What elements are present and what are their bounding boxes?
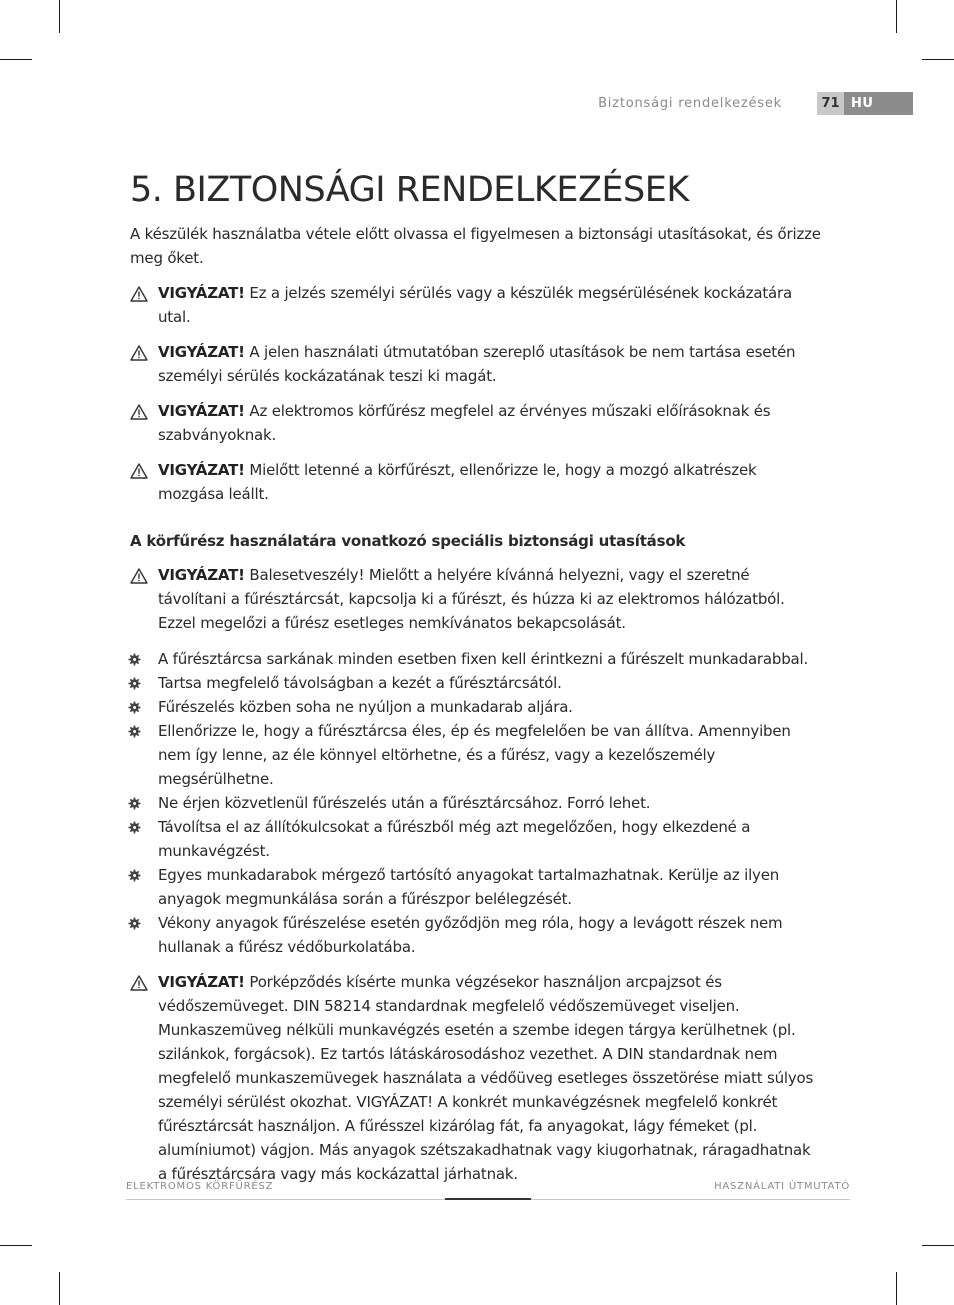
warning-item [130, 970, 822, 1186]
crop-mark [896, 1272, 897, 1305]
gear-bullet-icon [128, 725, 141, 738]
list-item [130, 791, 822, 815]
warning-triangle-icon [130, 404, 148, 420]
gear-bullet-icon [128, 869, 141, 882]
page-number: 71 [817, 92, 844, 115]
crop-mark [59, 0, 60, 33]
warning-list [130, 281, 822, 506]
warning-triangle-icon [130, 345, 148, 361]
bullet-text: Fűrészelés közben soha ne nyúljon a munkadarab aljára. [158, 698, 573, 716]
bullet-text: Egyes munkadarabok mérgező tartósító anyagokat tartalmazhatnak. Kerülje az ilyen anyagok megmunkálása során a fűrészpor belélegzését. [158, 866, 780, 908]
crop-mark [922, 1245, 954, 1246]
warning-label: VIGYÁZAT! [158, 973, 245, 991]
intro-paragraph: A készülék használatba vétele előtt olvassa el figyelmesen a biztonsági utasításokat, és őrizze meg őket. [130, 225, 821, 267]
bullet-text: Vékony anyagok fűrészelése esetén győződjön meg róla, hogy a levágott részek nem hullanak a fűrész védőburkolatába. [158, 914, 783, 956]
bullet-text: Ellenőrizze le, hogy a fűrésztárcsa éles, ép és megfelelően be van állítva. Amennyiben nem így lenne, az éle könnyel eltörhetne, és a fűrész, vagy a kezelőszemély megsérülhetne. [158, 722, 791, 788]
footer-divider-accent [445, 1198, 531, 1200]
list-item [130, 863, 822, 911]
warning-triangle-icon [130, 568, 148, 584]
warning-item [130, 281, 822, 329]
warning-text: Porképződés kísérte munka végzésekor használjon arcpajzsot és védőszemüveget. DIN 58214 standardnak megfelelő védőszemüveget viseljen. Munkaszemüveg nélküli munkavégzés esetén a szembe idegen tárgya kerülhetnek (pl. szilánkok, forgácsok). Ez tartós látáskárosodáshoz vezethet. A DIN standardnak nem megfelelő munkaszemüvegek használata a védőüveg esetleges összetörése miatt súlyos személyi sérülést okozhat. VIGYÁZAT! A konkrét munkavégzésnek megfelelő konkrét fűrésztárcsát használjon. A fűrésszel kizárólag fát, fa anyagokat, lágy fémeket (pl. alumíniumot) vágjon. Más anyagok szétszakadhatnak vagy kiugorhatnak, ráragadhatnak a fűrésztárcsára vagy más kockázattal járhatnak. [158, 973, 814, 1183]
crop-mark [922, 59, 954, 60]
warning-label: VIGYÁZAT! [158, 402, 245, 420]
gear-bullet-icon [128, 797, 141, 810]
warning-item [130, 458, 822, 506]
warning-text: Balesetveszély! Mielőtt a helyére kívánná helyezni, vagy el szeretné távolítani a fűrésztárcsát, kapcsolja ki a fűrészt, és húzza ki az elektromos hálózatból. Ezzel megelőzi a fűrész esetleges nemkívánatos bekapcsolását. [158, 566, 785, 632]
warning-label: VIGYÁZAT! [158, 461, 245, 479]
crop-mark [0, 1245, 32, 1246]
bullet-text: Tartsa megfelelő távolságban a kezét a fűrésztárcsától. [158, 674, 562, 692]
safety-bullet-list [130, 647, 822, 959]
main-content [130, 166, 822, 1197]
warning-label: VIGYÁZAT! [158, 284, 245, 302]
section-subheading: A körfűrész használatára vonatkozó speciális biztonsági utasítások [130, 532, 686, 550]
page-badge [817, 92, 913, 115]
footer-product-name: ELEKTROMOS KÖRFŰRÉSZ [126, 1181, 274, 1192]
bullet-text: Távolítsa el az állítókulcsokat a fűrészből még azt megelőzően, hogy elkezdené a munkavégzést. [158, 818, 751, 860]
bullet-text: Ne érjen közvetlenül fűrészelés után a fűrésztárcsához. Forró lehet. [158, 794, 651, 812]
warning-triangle-icon [130, 286, 148, 302]
warning-text: A jelen használati útmutatóban szereplő utasítások be nem tartása esetén személyi sérülés kockázatának teszi ki magát. [158, 343, 796, 385]
warning-triangle-icon [130, 975, 148, 991]
list-item [130, 911, 822, 959]
warning-label: VIGYÁZAT! [158, 343, 245, 361]
page-title: 5. BIZTONSÁGI RENDELKEZÉSEK [130, 170, 689, 210]
crop-mark [896, 0, 897, 33]
bullet-text: A fűrésztárcsa sarkának minden esetben fixen kell érintkezni a fűrészelt munkadarabbal. [158, 650, 809, 668]
list-item [130, 719, 822, 791]
running-header: Biztonsági rendelkezések [598, 96, 782, 111]
gear-bullet-icon [128, 821, 141, 834]
warning-text: Ez a jelzés személyi sérülés vagy a készülék megsérülésének kockázatára utal. [158, 284, 792, 326]
warning-label: VIGYÁZAT! [158, 566, 245, 584]
gear-bullet-icon [128, 677, 141, 690]
warning-text: Az elektromos körfűrész megfelel az érvényes műszaki előírásoknak és szabványoknak. [158, 402, 771, 444]
gear-bullet-icon [128, 701, 141, 714]
list-item [130, 815, 822, 863]
gear-bullet-icon [128, 917, 141, 930]
warning-item [130, 399, 822, 447]
crop-mark [59, 1272, 60, 1305]
crop-mark [0, 59, 32, 60]
language-code: HU [844, 92, 913, 115]
list-item [130, 647, 822, 671]
gear-bullet-icon [128, 653, 141, 666]
warning-item [130, 340, 822, 388]
warning-text: Mielőtt letenné a körfűrészt, ellenőrizze le, hogy a mozgó alkatrészek mozgása leállt. [158, 461, 757, 503]
list-item [130, 671, 822, 695]
warning-triangle-icon [130, 463, 148, 479]
footer-document-type: HASZNÁLATI ÚTMUTATÓ [714, 1181, 850, 1192]
warning-item [130, 563, 822, 635]
list-item [130, 695, 822, 719]
